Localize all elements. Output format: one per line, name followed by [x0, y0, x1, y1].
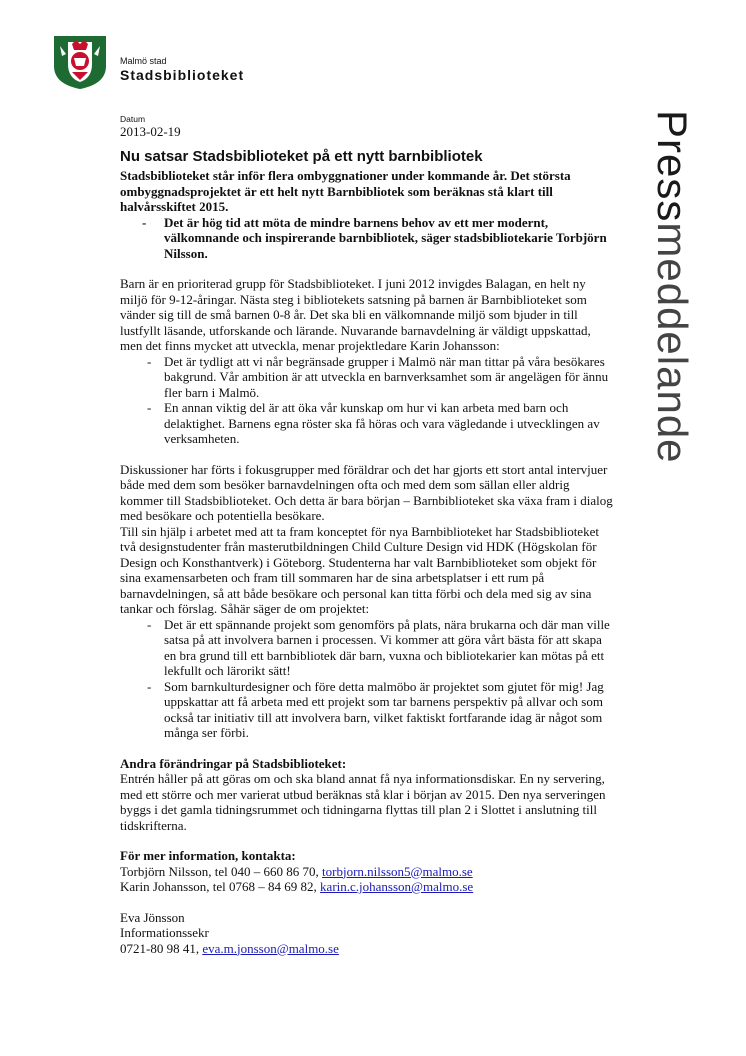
- dash-marker: -: [147, 353, 152, 369]
- vertical-title-part2: meddelande: [649, 222, 696, 464]
- vertical-title-part1: Press: [649, 110, 696, 223]
- signature-contact: [120, 941, 615, 957]
- malmo-coat-of-arms-logo: [52, 34, 108, 90]
- quote-text: En annan viktig del är att öka vår kunskap om hur vi kan arbeta med barn och delaktighet. Barnens egna röster ska få höras och vara vägledande i utvecklingen av verksamheten.: [164, 400, 600, 446]
- email-link[interactable]: torbjorn.nilsson5@malmo.se: [322, 863, 473, 879]
- press-release-body: [120, 114, 615, 956]
- contact-heading: För mer information, kontakta:: [120, 848, 296, 863]
- dash-marker: -: [147, 400, 152, 415]
- list-item: [120, 679, 615, 741]
- signature-role: Informationssekr: [120, 925, 209, 940]
- org-name: Stadsbiblioteket: [120, 67, 245, 83]
- org-block: [120, 56, 244, 83]
- contact-person-1: [120, 864, 615, 880]
- paragraph-2: Diskussioner har förts i fokusgrupper med föräldrar och det har gjorts ett stort antal intervjuer både med dem som besöker barnavdelningen ofta och med dem som sällan eller aldrig kommer till Stadsbiblioteket. Och detta är bara början – Barnbiblioteket ska växa fram i dialog med besökare och potentiella besökare.: [120, 461, 613, 523]
- signature-phone: 0721-80 98 41,: [120, 940, 203, 956]
- list-item: [120, 617, 615, 679]
- other-changes-text: Entrén håller på att göras om och ska bland annat få nya informationsdiskar. En ny servering, med ett större och mer varierat utbud beräknas stå klar i början av 2015. Den nya serveringen byggs i det gamla tidningsrummet och tidningarna flyttas till plan 2 i Slottet i anslutning till tidskrifterna.: [120, 771, 606, 833]
- page-title: Nu satsar Stadsbiblioteket på ett nytt barnbibliotek: [120, 148, 483, 165]
- quote-text: Det är ett spännande projekt som genomförs på plats, nära brukarna och där man ville satsa på att involvera barnen i processen. Vi kommer att göra vårt bästa för att skapa en bra grund till ett barnbibliotek där barn, vuxna och bibliotekarier kan mötas på ett lekfullt och lärorikt sätt!: [164, 616, 610, 678]
- lead-paragraph: Stadsbiblioteket står inför flera ombyggnationer under kommande år. Det största ombyggnadsprojektet är ett helt nytt Barnbibliotek som beräknas stå klart till halvårsskiftet 2015.: [120, 168, 571, 214]
- quote-list-1: [120, 354, 615, 447]
- contact-details: Torbjörn Nilsson, tel 040 – 660 86 70,: [120, 863, 323, 879]
- list-item: [120, 354, 615, 401]
- contact-person-2: [120, 879, 615, 895]
- lead-quote: [120, 215, 615, 262]
- dash-marker: -: [147, 616, 152, 632]
- paragraph-1: Barn är en prioriterad grupp för Stadsbiblioteket. I juni 2012 invigdes Balagan, en helt ny miljö för 9-12-åringar. Nästa steg i bibliotekets satsning på barnen är Barnbiblioteket som vänder sig till de små barnen 0-8 år. Det ska bli en välkomnande miljö som bjuder in till lustfyllt läsande, utforskande och lärande. Nuvarande barnavdelning är väldigt uppskattad, men det finns mycket att utveckla, menar projektledare Karin Johansson:: [120, 276, 591, 353]
- email-link[interactable]: karin.c.johansson@malmo.se: [320, 879, 474, 894]
- dash-marker: -: [142, 214, 147, 230]
- pressmeddelande-vertical-title: [650, 110, 694, 464]
- quote-text: Det är tydligt att vi når begränsade grupper i Malmö när man tittar på våra besökares bakgrund. Vår ambition är att utveckla en barnverksamhet som är angelägen för ännu fler barn i Malmö.: [164, 353, 609, 400]
- date: 2013-02-19: [120, 124, 181, 139]
- other-changes-heading: Andra förändringar på Stadsbiblioteket:: [120, 755, 347, 771]
- quote-list-2: [120, 617, 615, 741]
- paragraph-3: Till sin hjälp i arbetet med att ta fram konceptet för nya Barnbiblioteket har Stadsbiblioteket två designstudenter från masterutbildningen Child Culture Design vid HDK (Högskolan för Design och Konsthantverk) i Göteborg. Studenterna har valt Barnbiblioteket som objekt för sina examensarbeten och fram till sommaren har de sina arbetsplatser i ett rum på barnavdelningen, så att både besökare och personal kan titta förbi och dela med sig av sina tankar och förslag. Såhär säger de om projektet:: [120, 523, 599, 616]
- org-city: Malmö stad: [120, 56, 167, 66]
- lead-quote-text: Det är hög tid att möta de mindre barnens behov av ett mer modernt, välkomnande och inspirerande barnbibliotek, säger stadsbibliotekarie Torbjörn Nilsson.: [164, 214, 607, 261]
- date-label: Datum: [120, 114, 146, 124]
- dash-marker: -: [147, 678, 152, 694]
- list-item: [120, 400, 615, 447]
- email-link[interactable]: eva.m.jonsson@malmo.se: [202, 940, 339, 956]
- quote-text: Som barnkulturdesigner och före detta malmöbo är projektet som gjutet för mig! Jag uppskattar att få arbeta med ett projekt som tar barnens perspektiv på allvar och som också tar initiativ till att involvera barn, vilket faktiskt fortfarande idag är något som många ser förbi.: [164, 678, 604, 740]
- contact-details: Karin Johansson, tel 0768 – 84 69 82,: [120, 879, 321, 894]
- signature-name: Eva Jönsson: [120, 909, 185, 925]
